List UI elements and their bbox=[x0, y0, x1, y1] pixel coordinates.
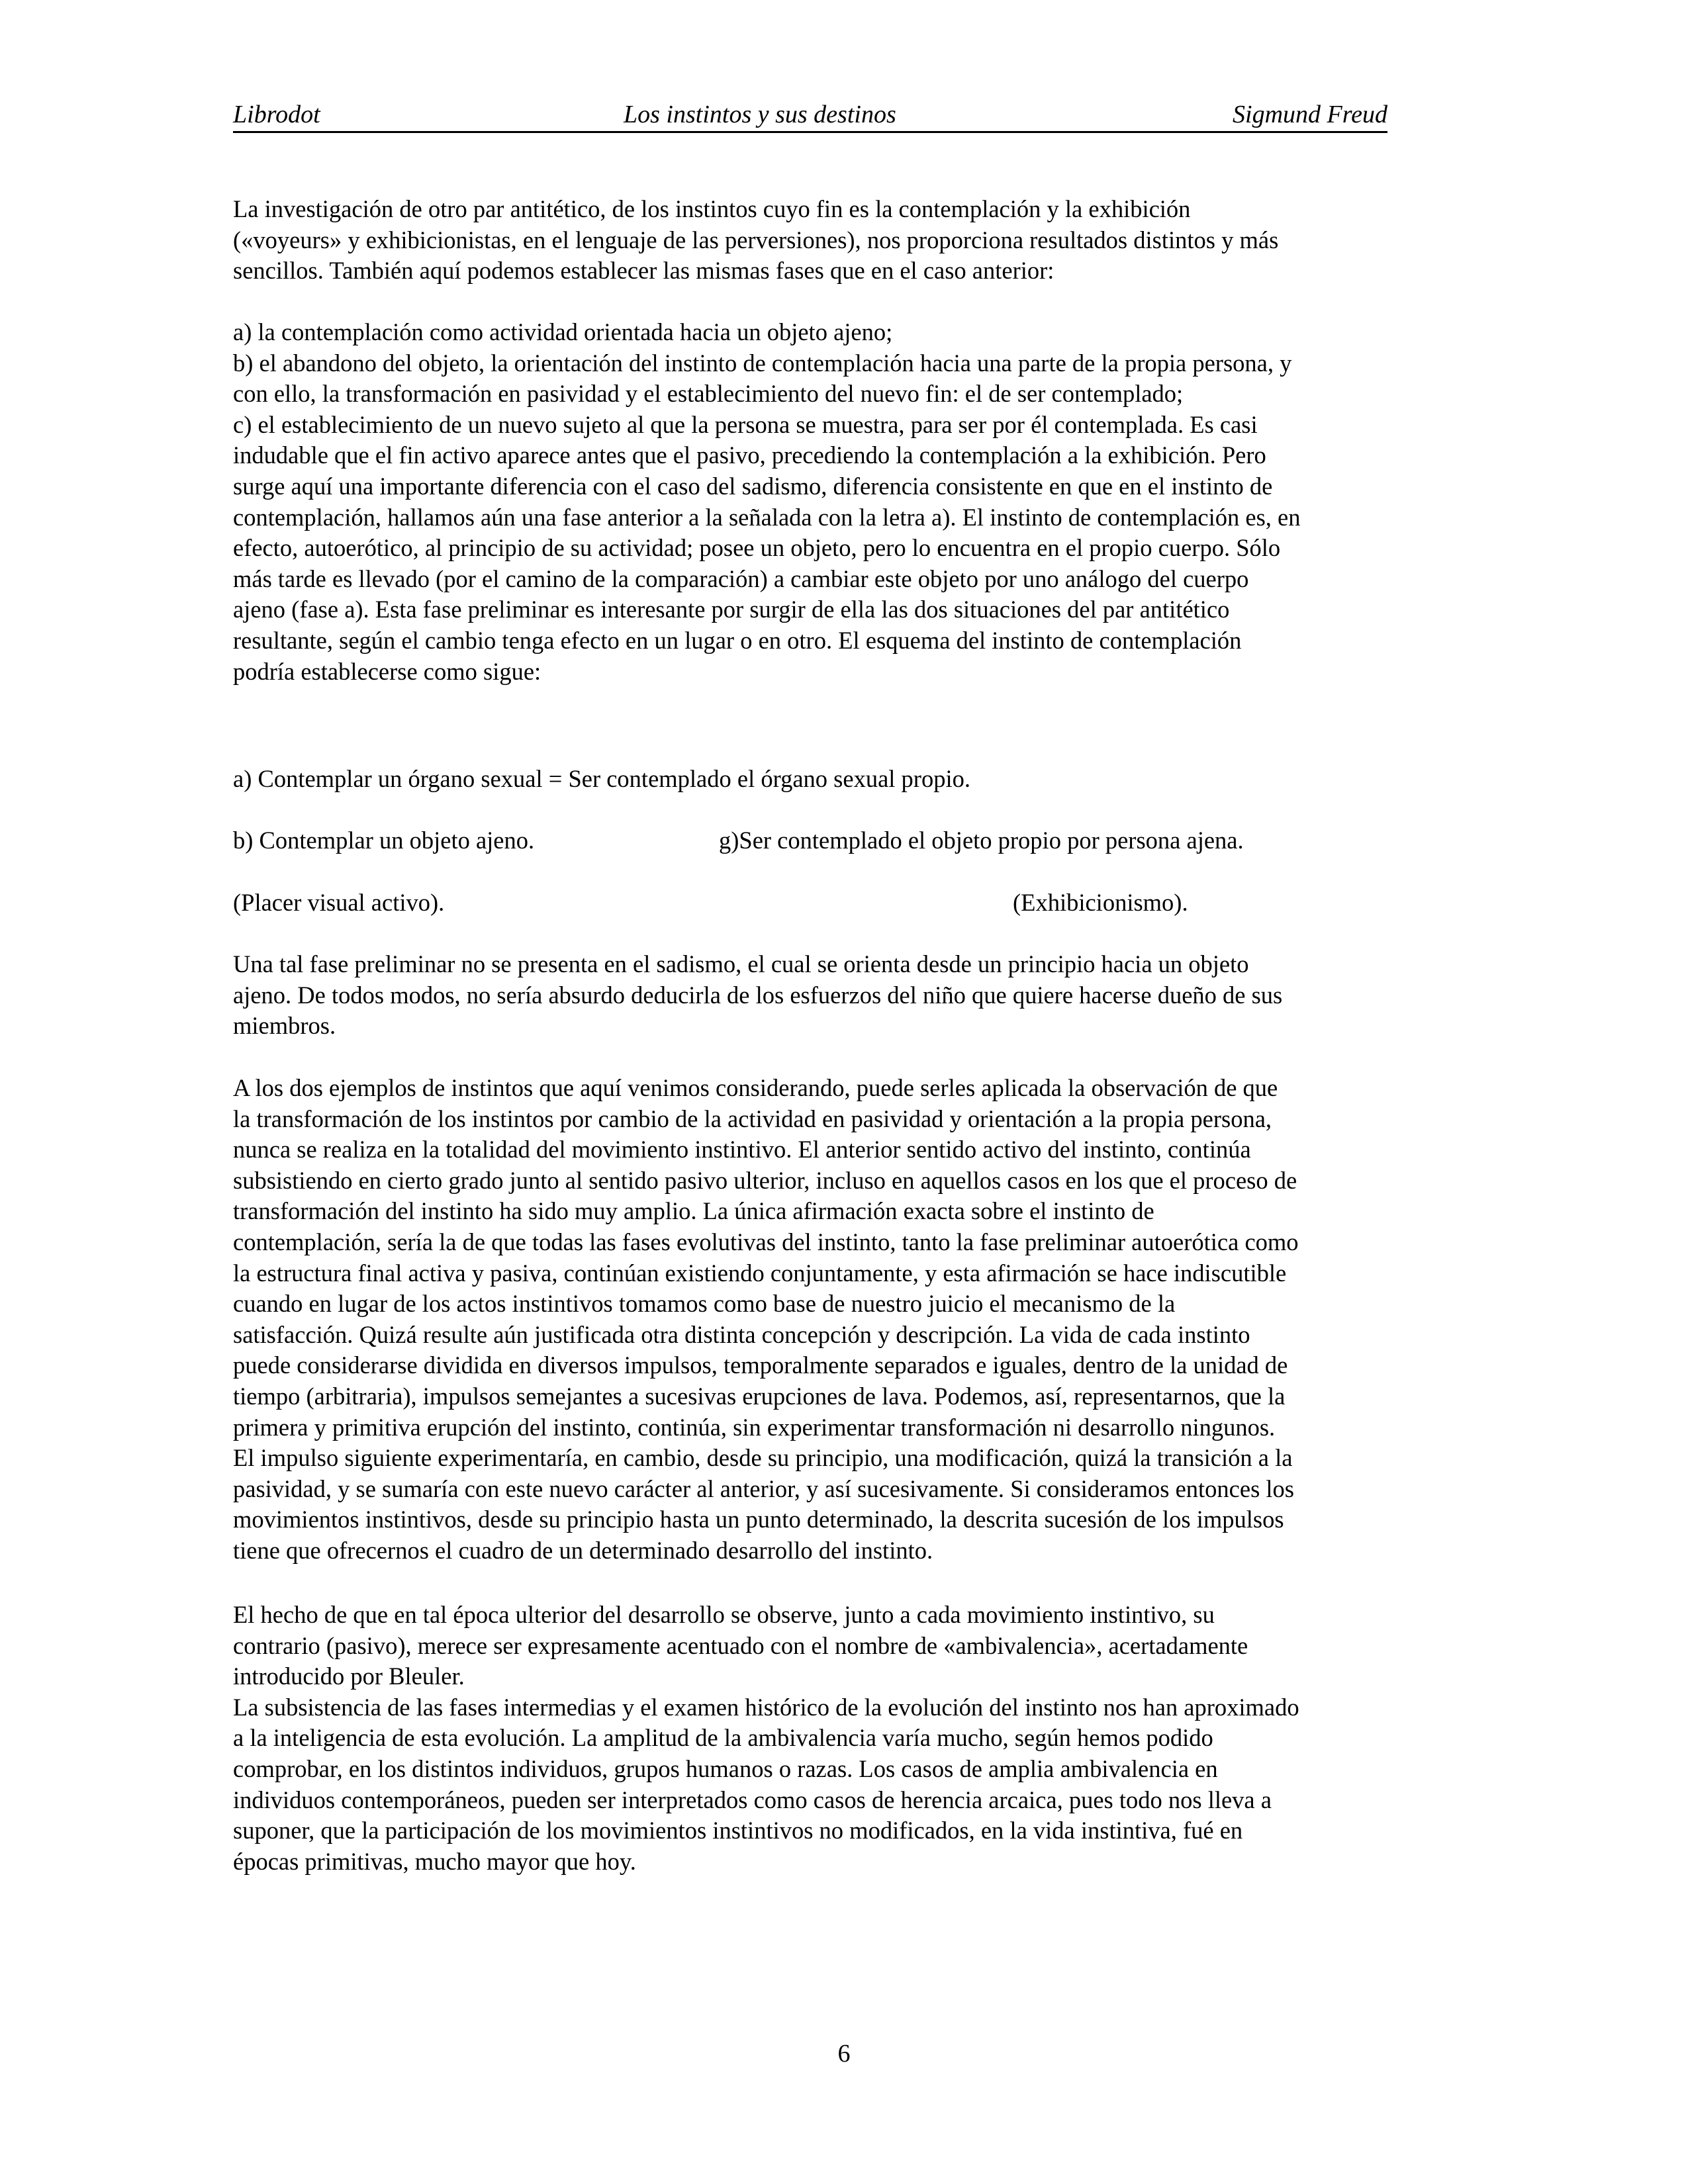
running-header bbox=[233, 98, 1387, 133]
paragraph-transformation: A los dos ejemplos de instintos que aquí venimos considerando, puede serles aplicada la observación de que la transformación de los instintos por cambio de la actividad en pasividad y orientación a la propia persona, nunca se realiza en la totalidad del movimiento instintivo. El anterior sentido activo del instinto, continúa subsistiendo en cierto grado junto al sentido pasivo ulterior, incluso en aquellos casos en los que el proceso de transformación del instinto ha sido muy amplio. La única afirmación exacta sobre el instinto de contemplación, sería la de que todas las fases evolutivas del instinto, tanto la fase preliminar autoerótica como la estructura final activa y pasiva, continúan existiendo conjuntamente, y esta afirmación se hace indiscutible cuando en lugar de los actos instintivos tomamos como base de nuestro juicio el mecanismo de la satisfacción. Quizá resulte aún justificada otra distinta concepción y descripción. La vida de cada instinto puede considerarse dividida en diversos impulsos, temporalmente separados e iguales, dentro de la unidad de tiempo (arbitraria), impulsos semejantes a sucesivas erupciones de lava. Podemos, así, representarnos, que la primera y primitiva erupción del instinto, continúa, sin experimentar transformación ni desarrollo ningunos. El impulso siguiente experimentaría, en cambio, desde su principio, una modificación, quizá la transición a la pasividad, y se sumaría con este nuevo carácter al anterior, y así sucesivamente. Si consideramos entonces los movimientos instintivos, desde su principio hasta un punto determinado, la descrita sucesión de los impulsos tiene que ofrecernos el cuadro de un determinado desarrollo del instinto. bbox=[233, 1074, 1299, 1564]
schema-line-a: a) Contemplar un órgano sexual = Ser contemplado el órgano sexual propio. bbox=[233, 765, 970, 792]
schema-line-c-left: (Placer visual activo). bbox=[233, 889, 445, 916]
paragraph-ambivalence: El hecho de que en tal época ulterior del desarrollo se observe, junto a cada movimiento instintivo, su contrario (pasivo), merece ser expresamente acentuado con el nombre de «ambivalencia», acertadamente introducido por Bleuler. La subsistencia de las fases intermedias y el examen histórico de la evolución del instinto nos han aproximado a la inteligencia de esta evolución. La amplitud de la ambivalencia varía mucho, según hemos podido comprobar, en los distintos individuos, grupos humanos o razas. Los casos de amplia ambivalencia en individuos contemporáneos, pueden ser interpretados como casos de herencia arcaica, pues todo nos lleva a suponer, que la participación de los movimientos instintivos no modificados, en la vida instintiva, fué en épocas primitivas, mucho mayor que hoy. bbox=[233, 1601, 1299, 1875]
paragraph-sadism: Una tal fase preliminar no se presenta en el sadismo, el cual se orienta desde un principio hacia un objeto ajeno. De todos modos, no sería absurdo deducirla de los esfuerzos del niño que quiere hacerse dueño de sus miembros. bbox=[233, 950, 1283, 1040]
header-author: Sigmund Freud bbox=[1233, 101, 1387, 128]
schema-line-b-right: g)Ser contemplado el objeto propio por persona ajena. bbox=[719, 827, 1244, 854]
paragraph-phases: a) la contemplación como actividad orientada hacia un objeto ajeno; b) el abandono del objeto, la orientación del instinto de contemplación hacia una parte de la propia persona, y con ello, la transformación en pasividad y el establecimiento del nuevo fin: el de ser contemplado; c) el establecimiento de un nuevo sujeto al que la persona se muestra, para ser por él contemplada. Es casi indudable que el fin activo aparece antes que el pasivo, precediendo la contemplación a la exhibición. Pero surge aquí una importante diferencia con el caso del sadismo, diferencia consistente en que en el instinto de contemplación, hallamos aún una fase anterior a la señalada con la letra a). El instinto de contemplación es, en efecto, autoerótico, al principio de su actividad; posee un objeto, pero lo encuentra en el propio cuerpo. Sólo más tarde es llevado (por el camino de la comparación) a cambiar este objeto por uno análogo del cuerpo ajeno (fase a). Esta fase preliminar es interesante por surgir de ella las dos situaciones del par antitético resultante, según el cambio tenga efecto en un lugar o en otro. El esquema del instinto de contemplación podría establecerse como sigue: bbox=[233, 318, 1301, 685]
schema-line-b-left: b) Contemplar un objeto ajeno. bbox=[233, 827, 535, 854]
header-source: Librodot bbox=[233, 101, 320, 128]
schema-line-c-right: (Exhibicionismo). bbox=[1013, 889, 1188, 916]
page-number: 6 bbox=[837, 2040, 851, 2068]
paragraph-intro: La investigación de otro par antitético, de los instintos cuyo fin es la contemplación y la exhibición («voyeurs» y exhibicionistas, en el lenguaje de las perversiones), nos proporciona resultados distintos y más sencillos. También aquí podemos establecer las mismas fases que en el caso anterior: bbox=[233, 195, 1279, 285]
header-title: Los instintos y sus destinos bbox=[624, 101, 896, 128]
